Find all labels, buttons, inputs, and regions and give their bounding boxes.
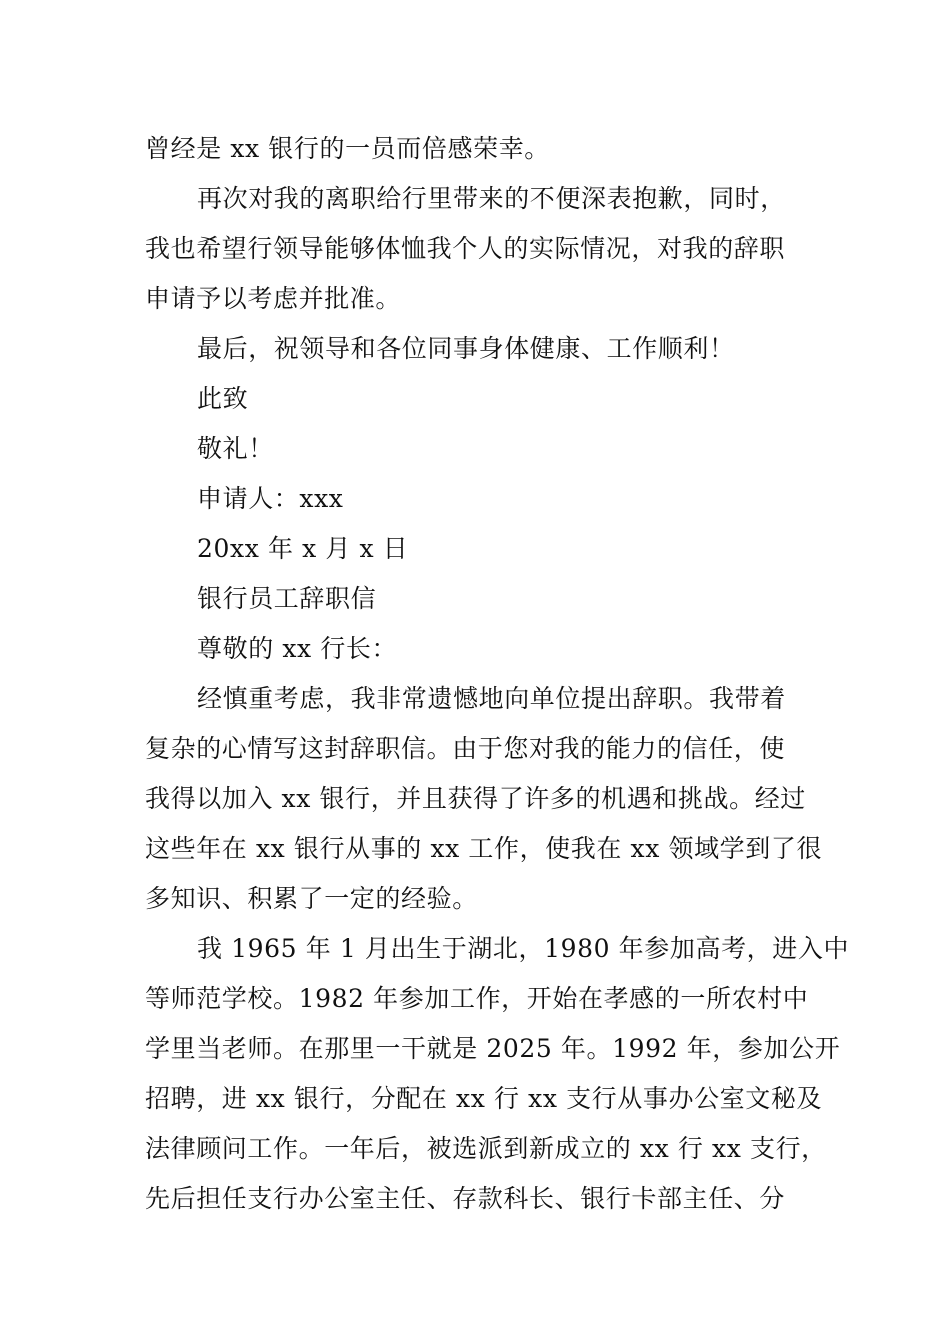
letter-body bbox=[145, 124, 850, 1224]
letter-date: 20xx 年 x 月 x 日 bbox=[197, 534, 409, 563]
text-line: 最后，祝领导和各位同事身体健康、工作顺利！ bbox=[197, 334, 735, 363]
text-line: 申请予以考虑并批准。 bbox=[145, 284, 402, 313]
text-line: 这些年在 xx 银行从事的 xx 工作，使我在 xx 领域学到了很 bbox=[145, 834, 823, 863]
text-line: 等师范学校。1982 年参加工作，开始在孝感的一所农村中 bbox=[145, 984, 809, 1013]
letter-greeting: 尊敬的 xx 行长： bbox=[197, 634, 398, 663]
text-line: 我 1965 年 1 月出生于湖北，1980 年参加高考，进入中 bbox=[197, 934, 850, 963]
text-line: 经慎重考虑，我非常遗憾地向单位提出辞职。我带着 bbox=[197, 684, 786, 713]
text-line: 曾经是 xx 银行的一员而倍感荣幸。 bbox=[145, 134, 550, 163]
letter-title: 银行员工辞职信 bbox=[197, 584, 377, 613]
text-line: 学里当老师。在那里一干就是 2025 年。1992 年，参加公开 bbox=[145, 1034, 841, 1063]
closing-salutation: 此致 bbox=[197, 384, 249, 413]
closing-regards: 敬礼！ bbox=[197, 434, 274, 463]
text-line: 招聘，进 xx 银行，分配在 xx 行 xx 支行从事办公室文秘及 bbox=[145, 1084, 823, 1113]
text-line: 复杂的心情写这封辞职信。由于您对我的能力的信任，使 bbox=[145, 734, 786, 763]
text-line: 先后担任支行办公室主任、存款科长、银行卡部主任、分 bbox=[145, 1184, 786, 1213]
text-line: 多知识、积累了一定的经验。 bbox=[145, 884, 478, 913]
text-line: 法律顾问工作。一年后，被选派到新成立的 xx 行 xx 支行， bbox=[145, 1134, 827, 1163]
text-line: 我也希望行领导能够体恤我个人的实际情况，对我的辞职 bbox=[145, 234, 786, 263]
text-line: 再次对我的离职给行里带来的不便深表抱歉，同时， bbox=[197, 184, 786, 213]
text-line: 我得以加入 xx 银行，并且获得了许多的机遇和挑战。经过 bbox=[145, 784, 806, 813]
applicant-signature: 申请人：xxx bbox=[197, 484, 344, 513]
